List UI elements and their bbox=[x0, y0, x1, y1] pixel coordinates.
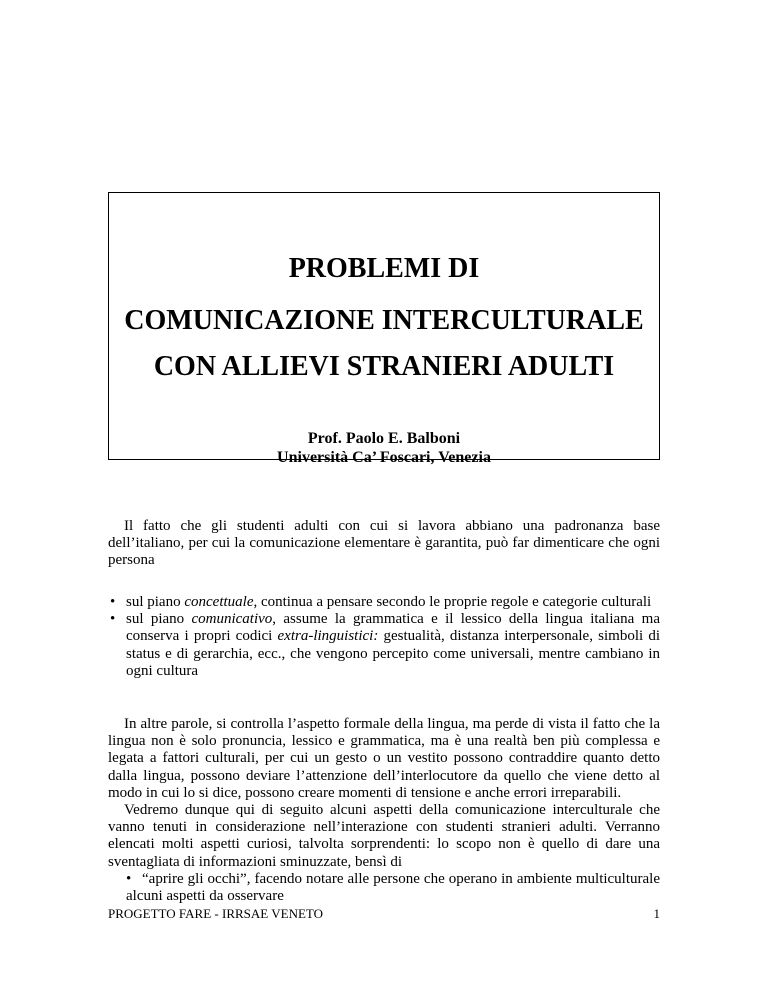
list-item bbox=[108, 871, 660, 905]
list-item-emphasis: concettuale bbox=[184, 594, 254, 610]
list-item-text: , continua a pensare secondo le proprie regole e categorie culturali bbox=[253, 594, 652, 610]
list-item-text: , assume la grammatica e il lessico della lingua italiana ma conserva i propri codici bbox=[126, 611, 660, 645]
list-item-text: sul piano bbox=[126, 594, 185, 610]
bullet-list-1 bbox=[108, 594, 660, 680]
list-item-emphasis: comunicativo bbox=[191, 611, 273, 628]
list-item-emphasis: extra-linguistici: bbox=[277, 628, 379, 645]
footer-project: PROGETTO FARE - IRRSAE VENETO bbox=[108, 906, 323, 921]
title-box bbox=[108, 192, 660, 466]
bullet-glyph: • bbox=[126, 870, 132, 887]
list-item-text: sul piano bbox=[126, 611, 192, 628]
list-item bbox=[108, 594, 660, 611]
body-section bbox=[108, 716, 660, 905]
intro-paragraph: Il fatto che gli studenti adulti con cui si lavora abbiano una padronanza base dell’italiano, per cui la comunicazione elementare è garantita, può far dimenticare che ogni persona bbox=[108, 518, 660, 569]
list-item-text: “aprire gli occhi”, facendo notare alle persone che operano in ambiente multiculturale alcuni aspetti da osservare bbox=[126, 870, 660, 905]
title-line-1: PROBLEMI DI bbox=[288, 253, 480, 284]
list-item bbox=[108, 611, 660, 680]
bullet-glyph: • bbox=[110, 611, 116, 628]
bullet-glyph: • bbox=[110, 594, 116, 610]
bullet-list-2 bbox=[108, 871, 660, 905]
author-affiliation: Università Ca’ Foscari, Venezia bbox=[277, 449, 491, 466]
author-name: Prof. Paolo E. Balboni bbox=[307, 430, 461, 447]
title-line-3: CON ALLIEVI STRANIERI ADULTI bbox=[153, 351, 615, 382]
paragraph-3: Vedremo dunque qui di seguito alcuni aspetti della comunicazione interculturale che vanno tenuti in considerazione nell’interazione con studenti stranieri adulti. Verranno elencati molti aspetti curiosi, talvolta sorprendenti: lo scopo non è quello di dare una sventagliata di informazioni sminuzzate, bensì di bbox=[108, 802, 660, 870]
page-number: 1 bbox=[653, 906, 660, 921]
title-line-2: COMUNICAZIONE INTERCULTURALE bbox=[124, 305, 644, 336]
list-item-text: gestualità, distanza interpersonale, simboli di status e di gerarchia, ecc., che vengono percepito come universali, mentre cambiano in ogni cultura bbox=[126, 628, 661, 679]
paragraph-2: In altre parole, si controlla l’aspetto formale della lingua, ma perde di vista il fatto che la lingua non è solo pronuncia, lessico e grammatica, ma è una realtà ben più complessa e legata a fattori culturali, per cui un gesto o un vestito possono contraddire quanto detto dalla lingua, possono deviare l’attenzione dell’interlocutore da quello che viene detto al modo in cui lo si dice, possono creare momenti di tensione e anche errori irreparabili. bbox=[108, 716, 660, 801]
